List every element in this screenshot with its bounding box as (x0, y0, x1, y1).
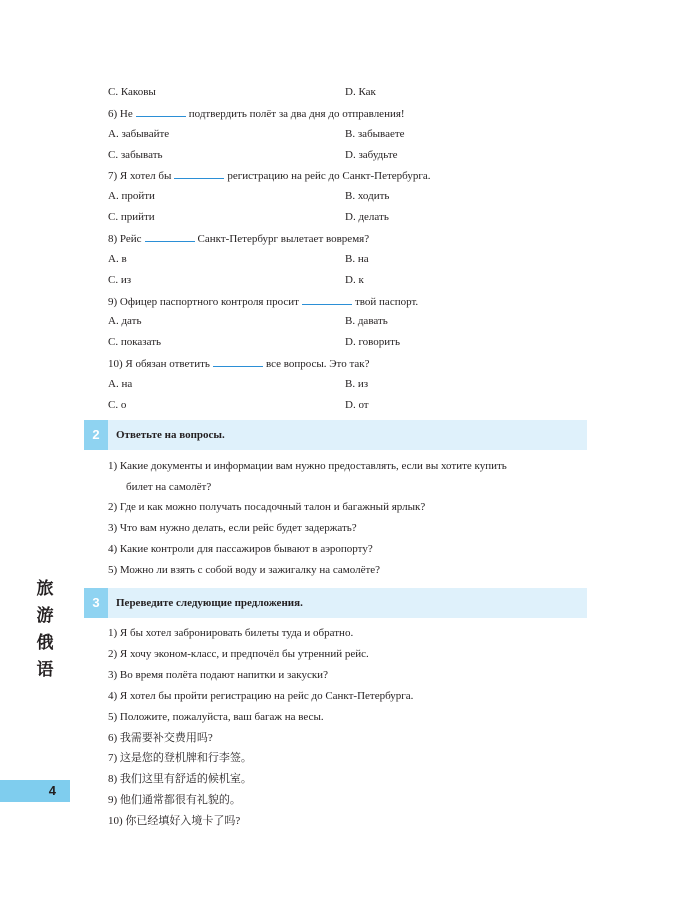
book-title-char: 俄 (36, 633, 54, 653)
option-right: B. давать (345, 315, 388, 327)
question-text-before: Рейс (119, 233, 142, 245)
answer-blank (174, 168, 224, 179)
option-left: A. дать (108, 315, 142, 327)
question-item: билет на самолёт? (126, 481, 212, 493)
option-left: C. забывать (108, 149, 163, 161)
translation-item: 9) 他们通常都很有礼貌的。 (108, 794, 241, 806)
book-title-char: 游 (36, 606, 54, 626)
book-title-vertical (30, 576, 60, 684)
option-right: D. Как (345, 86, 376, 98)
option-left: C. о (108, 399, 127, 411)
question-text-after: регистрацию на рейс до Санкт-Петербурга. (227, 170, 431, 182)
option-left: C. из (108, 274, 132, 286)
section-3-title: Переведите следующие предложения. (116, 597, 303, 609)
option-right: D. говорить (345, 336, 401, 348)
option-right: B. на (345, 253, 369, 265)
translation-item: 5) Положите, пожалуйста, ваш багаж на весы. (108, 711, 324, 723)
question-text-before: Офицер паспортного контроля просит (119, 296, 299, 308)
question-item: 3) Что вам нужно делать, если рейс будет задержать? (108, 522, 357, 534)
option-left: A. в (108, 253, 127, 265)
book-title-char: 语 (36, 660, 54, 680)
question-text-after: Санкт-Петербург вылетает вовремя? (197, 233, 370, 245)
question-line (108, 106, 405, 121)
section-3-number: 3 (84, 588, 108, 618)
question-text-after: твой паспорт. (354, 296, 419, 308)
section-2-number: 2 (84, 420, 108, 450)
answer-blank (145, 231, 195, 242)
option-right: B. ходить (345, 190, 390, 202)
question-item: 2) Где и как можно получать посадочный талон и багажный ярлык? (108, 501, 426, 513)
question-line (108, 231, 369, 246)
option-right: D. к (345, 274, 364, 286)
answer-blank (213, 356, 263, 367)
question-item: 1) Какие документы и информации вам нужно предоставлять, если вы хотите купить (108, 460, 507, 472)
option-left: C. Каковы (108, 86, 156, 98)
page-number: 4 (48, 783, 56, 798)
question-number: 6) (108, 108, 118, 120)
option-left: C. показать (108, 336, 162, 348)
translation-item: 7) 这是您的登机牌和行李签。 (108, 752, 252, 764)
section-2-title: Ответьте на вопросы. (116, 429, 225, 441)
option-left: C. прийти (108, 211, 155, 223)
question-text-after: все вопросы. Это так? (265, 358, 370, 370)
answer-blank (302, 294, 352, 305)
option-right: B. из (345, 378, 369, 390)
option-left: A. на (108, 378, 133, 390)
option-right: D. от (345, 399, 369, 411)
question-text-before: Я хотел бы (119, 170, 172, 182)
question-line (108, 294, 418, 309)
translation-item: 2) Я хочу эконом-класс, и предпочёл бы утренний рейс. (108, 648, 369, 660)
option-left: A. пройти (108, 190, 155, 202)
question-line (108, 168, 430, 183)
question-text-after: подтвердить полёт за два дня до отправления! (188, 108, 405, 120)
translation-item: 4) Я хотел бы пройти регистрацию на рейс до Санкт-Петербурга. (108, 690, 414, 702)
book-title-char: 旅 (36, 579, 54, 599)
section-3-header (84, 588, 587, 618)
page-number-tab (0, 780, 70, 802)
question-number: 7) (108, 170, 118, 182)
translation-item: 8) 我们这里有舒适的候机室。 (108, 773, 252, 785)
question-text-before: Я обязан ответить (125, 358, 210, 370)
question-text-before: Не (119, 108, 133, 120)
option-right: B. забываете (345, 128, 405, 140)
question-number: 8) (108, 233, 118, 245)
option-right: D. делать (345, 211, 389, 223)
translation-item: 6) 我需要补交费用吗? (108, 732, 213, 744)
translation-item: 1) Я бы хотел забронировать билеты туда и обратно. (108, 627, 354, 639)
option-left: A. забывайте (108, 128, 170, 140)
question-number: 10) (108, 358, 123, 370)
question-item: 5) Можно ли взять с собой воду и зажигалку на самолёте? (108, 564, 381, 576)
translation-item: 10) 你已经填好入境卡了吗? (108, 815, 241, 827)
question-line (108, 356, 370, 371)
option-right: D. забудьте (345, 149, 398, 161)
answer-blank (136, 106, 186, 117)
question-item: 4) Какие контроли для пассажиров бывают в аэропорту? (108, 543, 373, 555)
question-number: 9) (108, 296, 118, 308)
translation-item: 3) Во время полёта подают напитки и закуски? (108, 669, 328, 681)
section-2-header (84, 420, 587, 450)
